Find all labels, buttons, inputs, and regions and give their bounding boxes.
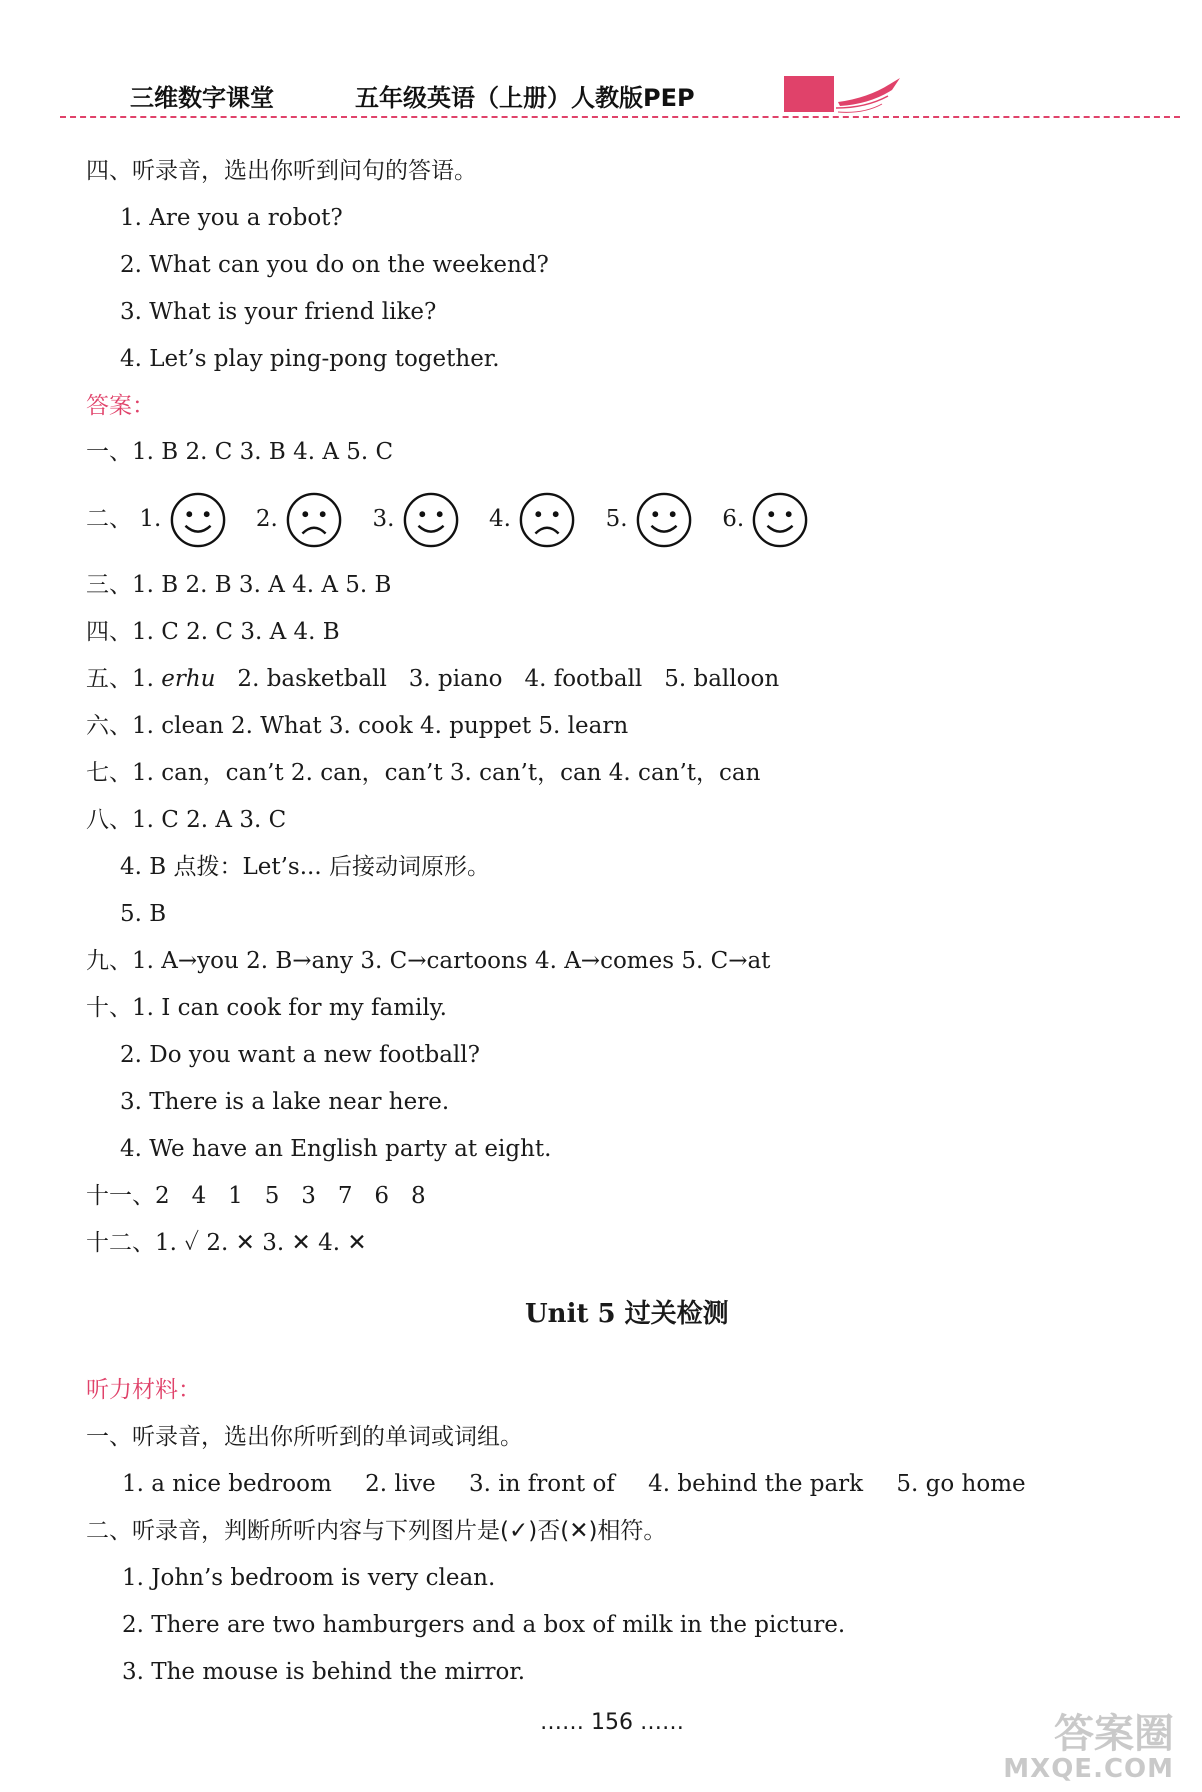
answer-row-8-note: 4. B 点拨：Let’s... 后接动词原形。 (120, 854, 490, 880)
answer-row-7: 七、1. can，can’t 2. can，can’t 3. can’t，can 4. can’t，can (86, 760, 761, 786)
answer-row-12: 十二、1. ✓ 2. ✕ 3. ✕ 4. ✕ (86, 1230, 367, 1256)
smiley-face-icon (635, 491, 693, 549)
header-center: 五年级英语（上册）人教版PEP (355, 84, 695, 112)
question-line: 3. What is your friend like? (120, 299, 437, 325)
answer-row-10: 十、1. I can cook for my family. (86, 995, 447, 1021)
unit5-q1-title: 一、听录音，选出你所听到的单词或词组。 (86, 1424, 523, 1450)
answer-row-11: 十一、2 4 1 5 3 7 6 8 (86, 1183, 426, 1209)
face-item: 5. (606, 506, 693, 532)
smiley-face-icon (402, 491, 460, 549)
face-item: 4. (489, 506, 576, 532)
answers-label: 答案： (86, 393, 155, 419)
page-number: …… 156 …… (540, 1710, 684, 1735)
answer-row-2-faces (86, 488, 809, 550)
header-left: 三维数字课堂 (130, 84, 274, 112)
section-4-title: 四、听录音，选出你听到问句的答语。 (86, 158, 477, 184)
answer-row-5: 五、1. erhu 2. basketball 3. piano 4. football 5. balloon (86, 666, 780, 692)
listening-material-label: 听力材料： (86, 1377, 201, 1403)
list-item: 3. in front of (469, 1471, 615, 1497)
smiley-face-icon (169, 491, 227, 549)
face-item: 2. (256, 506, 343, 532)
question-line: 4. Let’s play ping-pong together. (120, 346, 500, 372)
answer-row-1: 一、1. B 2. C 3. B 4. A 5. C (86, 439, 394, 465)
unit5-title: Unit 5 过关检测 (525, 1299, 729, 1329)
answer-row-10-cont: 4. We have an English party at eight. (120, 1136, 552, 1162)
list-item: 1. a nice bedroom (122, 1471, 332, 1497)
answer-row-10-cont: 2. Do you want a new football? (120, 1042, 480, 1068)
answer-row-8: 八、1. C 2. A 3. C (86, 807, 287, 833)
watermark-logo: 答案圈 MXQE.COM (1003, 1711, 1174, 1784)
header-divider (60, 116, 1180, 118)
answer-italic-word: erhu (161, 666, 216, 692)
sad-face-icon (285, 491, 343, 549)
list-item: 5. go home (896, 1471, 1026, 1497)
rocket-logo-icon (778, 68, 908, 120)
question-line: 2. There are two hamburgers and a box of milk in the picture. (122, 1612, 846, 1638)
question-line: 1. Are you a robot? (120, 205, 343, 231)
answer-row-prefix: 二、 (86, 506, 132, 532)
unit5-q2-title: 二、听录音，判断所听内容与下列图片是(✓)否(✕)相符。 (86, 1518, 667, 1544)
answer-row-3: 三、1. B 2. B 3. A 4. A 5. B (86, 572, 392, 598)
question-line: 2. What can you do on the weekend? (120, 252, 549, 278)
answer-row-6: 六、1. clean 2. What 3. cook 4. puppet 5. learn (86, 713, 629, 739)
face-item: 3. (372, 506, 459, 532)
answer-row-4: 四、1. C 2. C 3. A 4. B (86, 619, 340, 645)
sad-face-icon (518, 491, 576, 549)
question-line: 3. The mouse is behind the mirror. (122, 1659, 526, 1685)
answer-row-8-cont: 5. B (120, 901, 167, 927)
list-item: 4. behind the park (648, 1471, 864, 1497)
face-item: 6. (722, 506, 809, 532)
unit5-q1-items (122, 1469, 1052, 1499)
answer-row-9: 九、1. A→you 2. B→any 3. C→cartoons 4. A→comes 5. C→at (86, 948, 771, 974)
answer-row-10-cont: 3. There is a lake near here. (120, 1089, 450, 1115)
list-item: 2. live (365, 1471, 436, 1497)
question-line: 1. John’s bedroom is very clean. (122, 1565, 496, 1591)
smiley-face-icon (751, 491, 809, 549)
face-item: 1. (139, 506, 226, 532)
